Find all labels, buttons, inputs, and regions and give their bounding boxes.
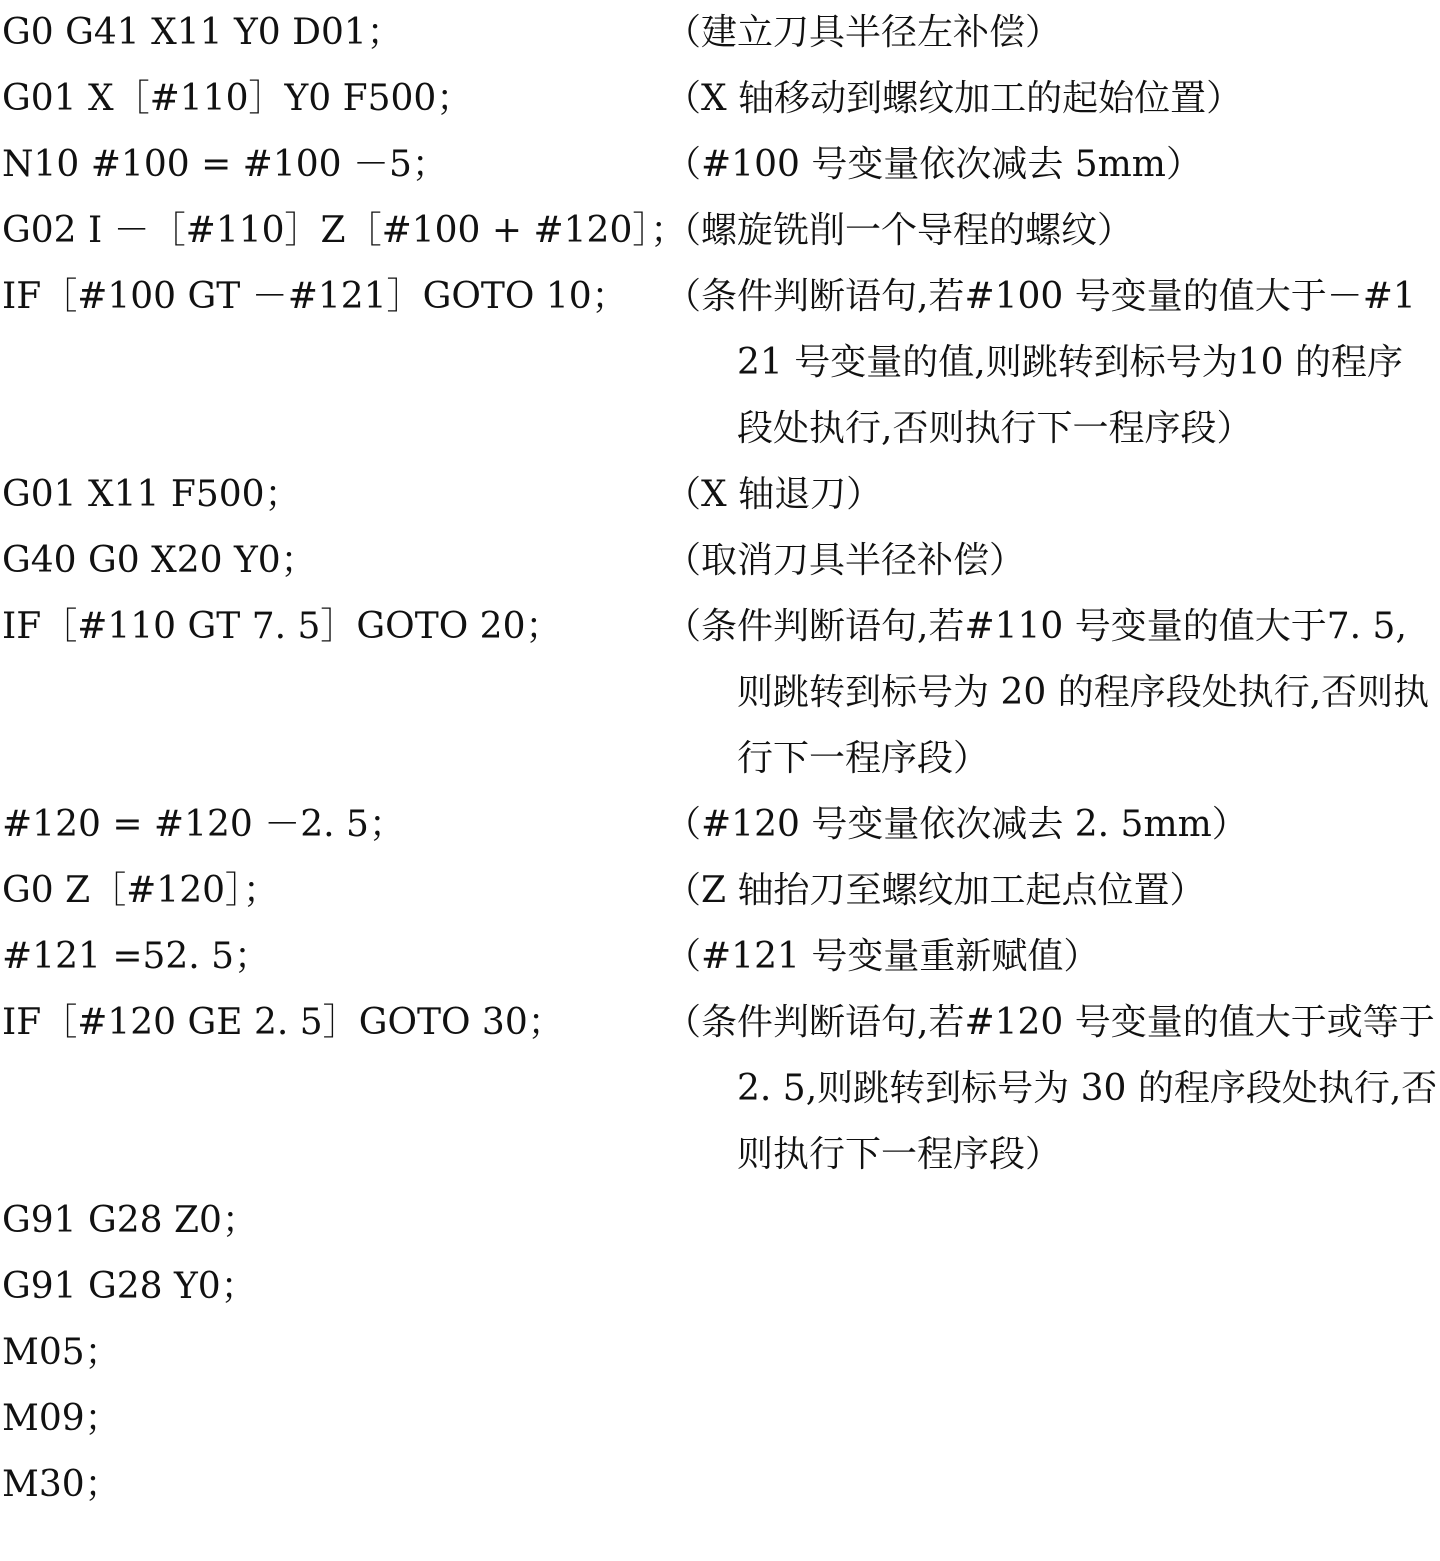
program-line [0,858,1440,924]
comment: （#120 号变量依次减去 2. 5mm） [665,804,1248,845]
code-line: #120 = #120 －2. 5； [2,804,405,845]
code-line: N10 #100 = #100 －5； [2,144,448,185]
comment: （X 轴移动到螺纹加工的起始位置） [665,78,1243,119]
code-line: G91 G28 Y0； [2,1266,257,1307]
program-line [0,528,1440,594]
comment: （条件判断语句,若#100 号变量的值大于－#121 号变量的值,则跳转到标号为10 的程序段处执行,否则执行下一程序段） [665,276,1416,449]
comment: （#100 号变量依次减去 5mm） [665,144,1202,185]
comment: （取消刀具半径补偿） [665,540,1026,581]
code-line: G0 Z［#120］； [2,870,279,911]
program-line [0,264,1440,462]
program-line [0,1254,1440,1320]
program-line [0,792,1440,858]
code-line: M30； [2,1464,121,1505]
program-line [0,990,1440,1188]
code-line: M09； [2,1398,121,1439]
program-line [0,924,1440,990]
code-line: IF［#110 GT 7. 5］GOTO 20； [2,606,562,647]
comment: （建立刀具半径左补偿） [665,12,1062,53]
program-line [0,1452,1440,1518]
comment: （#121 号变量重新赋值） [665,936,1100,977]
program-line [0,198,1440,264]
code-line: IF［#120 GE 2. 5］GOTO 30； [2,1002,564,1043]
code-line: IF［#100 GT －#121］GOTO 10； [2,276,628,317]
code-line: G91 G28 Z0； [2,1200,258,1241]
code-line: G02 I －［#110］Z［#100 + #120］； [2,210,687,251]
program-line [0,132,1440,198]
program-line [0,1320,1440,1386]
code-line: G01 X11 F500； [2,474,301,515]
code-line: #121 =52. 5； [2,936,271,977]
comment: （条件判断语句,若#120 号变量的值大于或等于 2. 5,则跳转到标号为 30 的程序段处执行,否则执行下一程序段） [665,1002,1438,1175]
program-line [0,66,1440,132]
comment: （Z 轴抬刀至螺纹加工起点位置） [665,870,1206,911]
code-line: M05； [2,1332,121,1373]
comment: （条件判断语句,若#110 号变量的值大于7. 5,则跳转到标号为 20 的程序段处执行,否则执行下一程序段） [665,606,1430,779]
comment: （螺旋铣削一个导程的螺纹） [665,210,1134,251]
code-line: G01 X［#110］Y0 F500； [2,78,473,119]
comment: （X 轴退刀） [665,474,883,515]
code-line: G0 G41 X11 Y0 D01； [2,12,403,53]
program-line [0,462,1440,528]
code-line: G40 G0 X20 Y0； [2,540,317,581]
program-line [0,594,1440,792]
program-line [0,1386,1440,1452]
program-line [0,1188,1440,1254]
program-line [0,0,1440,66]
